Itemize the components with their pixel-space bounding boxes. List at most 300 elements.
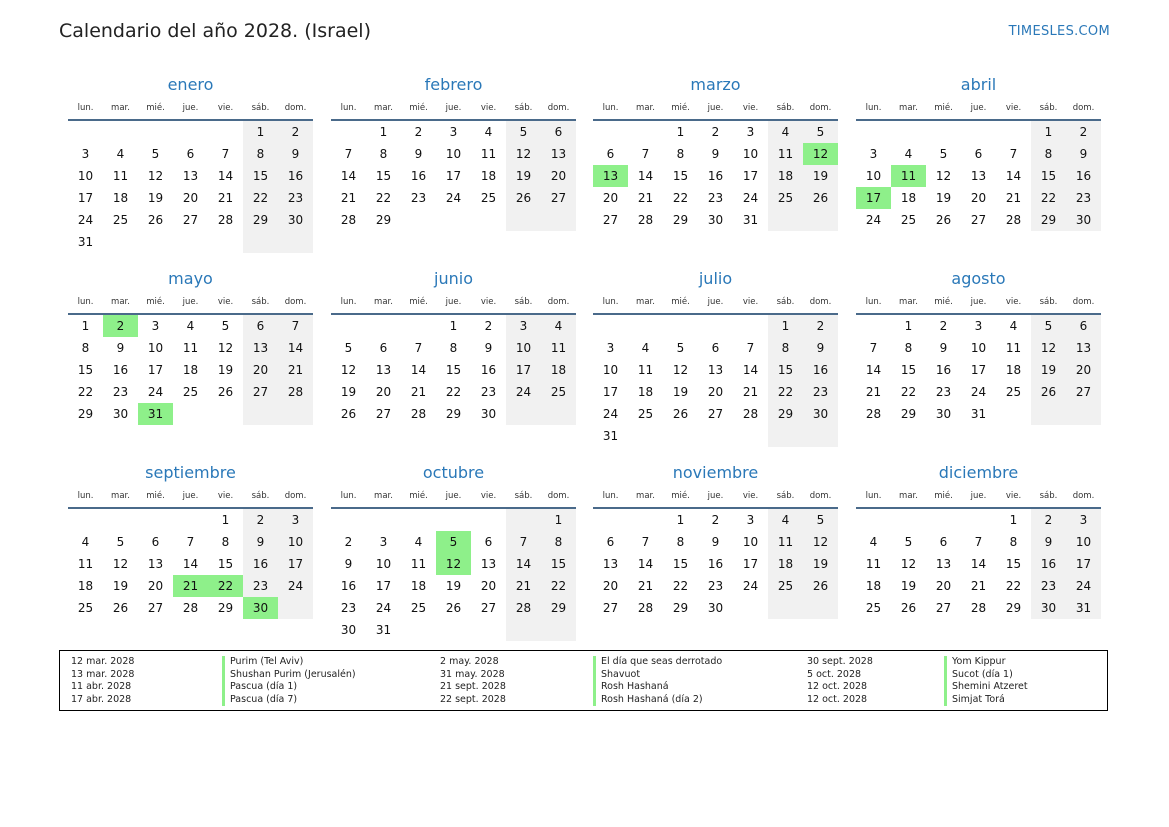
day-cell: 13 [182, 169, 199, 183]
day-cell: 16 [707, 557, 724, 571]
day-cell: 31 [1066, 597, 1101, 619]
day-cell: 25 [182, 385, 199, 399]
month-title: enero [167, 75, 214, 94]
day-cell: 25 [77, 601, 94, 615]
day-cell: 13 [147, 557, 164, 571]
day-cell: 16 [278, 165, 313, 187]
day-cell: 1 [81, 319, 90, 333]
day-cell: 12 [803, 531, 838, 553]
day-cell: 1 [449, 319, 458, 333]
empty-cell [173, 231, 208, 253]
day-cell: 15 [768, 359, 803, 381]
day-cell: 7 [221, 147, 230, 161]
empty-cell [856, 121, 891, 143]
weekday-label: jue. [182, 297, 199, 307]
day-cell: 26 [803, 187, 838, 209]
day-cell: 27 [375, 407, 392, 421]
day-cell: 28 [506, 597, 541, 619]
legend-names-column [944, 656, 1028, 706]
day-cell: 10 [77, 169, 94, 183]
day-cell: 13 [707, 363, 724, 377]
month-title: diciembre [938, 463, 1019, 482]
empty-cell [401, 619, 436, 641]
day-cell: 18 [182, 363, 199, 377]
month-febrero [331, 70, 576, 231]
month-abril [856, 70, 1101, 231]
weekday-label: mar. [899, 297, 918, 307]
day-cell: 17 [445, 169, 462, 183]
weekday-label: sáb. [776, 103, 795, 113]
day-cell: 29 [1005, 601, 1022, 615]
day-cell: 9 [803, 337, 838, 359]
weekday-label: lun. [865, 297, 882, 307]
day-cell: 22 [375, 191, 392, 205]
empty-cell [401, 315, 436, 337]
day-cell: 14 [637, 557, 654, 571]
day-cell: 30 [803, 403, 838, 425]
day-cell: 4 [541, 315, 576, 337]
day-cell: 15 [900, 363, 917, 377]
empty-cell [803, 597, 838, 619]
day-cell: 17 [278, 553, 313, 575]
day-cell: 19 [217, 363, 234, 377]
day-cell: 27 [707, 407, 724, 421]
day-cell: 21 [637, 191, 654, 205]
day-cell: 7 [974, 535, 983, 549]
legend-date: 12 oct. 2028 [807, 681, 868, 692]
weekday-label: jue. [970, 297, 987, 307]
weekday-label: sáb. [251, 491, 270, 501]
weekday-label: sáb. [776, 491, 795, 501]
empty-cell [698, 315, 733, 337]
day-cell: 13 [243, 337, 278, 359]
day-cell: 8 [768, 337, 803, 359]
empty-cell [628, 425, 663, 447]
weekday-label: dom. [809, 103, 832, 113]
day-cell: 15 [243, 165, 278, 187]
weekday-label: dom. [284, 297, 307, 307]
day-cell: 8 [221, 535, 230, 549]
day-cell: 26 [340, 407, 357, 421]
day-cell: 27 [1066, 381, 1101, 403]
day-cell: 10 [865, 169, 882, 183]
day-cell: 27 [182, 213, 199, 227]
day-cell: 25 [480, 191, 497, 205]
weekday-header [331, 488, 576, 509]
day-cell: 14 [742, 363, 759, 377]
day-cell: 20 [935, 579, 952, 593]
day-cell: 20 [243, 359, 278, 381]
day-grid [331, 121, 576, 231]
legend-dates-column [440, 656, 506, 706]
day-cell: 21 [410, 385, 427, 399]
day-cell: 6 [243, 315, 278, 337]
day-cell: 13 [970, 169, 987, 183]
empty-cell [208, 121, 243, 143]
day-cell: 9 [243, 531, 278, 553]
day-cell: 23 [707, 579, 724, 593]
day-cell: 22 [672, 191, 689, 205]
weekday-header [68, 100, 313, 121]
day-cell: 4 [484, 125, 493, 139]
day-cell: 25 [768, 187, 803, 209]
empty-cell [628, 121, 663, 143]
day-cell: 25 [410, 601, 427, 615]
day-cell: 13 [480, 557, 497, 571]
day-cell: 19 [445, 579, 462, 593]
day-cell: 25 [768, 575, 803, 597]
day-cell: 7 [186, 535, 195, 549]
legend-date: 11 abr. 2028 [71, 681, 132, 692]
day-cell: 18 [768, 165, 803, 187]
day-cell: 18 [480, 169, 497, 183]
day-cell: 29 [900, 407, 917, 421]
brand-link[interactable]: TIMESLES.COM [1008, 24, 1110, 39]
weekday-label: mié. [146, 491, 165, 501]
day-cell: 5 [436, 531, 471, 553]
weekday-label: mar. [636, 297, 655, 307]
empty-cell [926, 509, 961, 531]
empty-cell [366, 509, 401, 531]
legend-holiday-name: Yom Kippur [944, 656, 1028, 669]
day-cell: 27 [243, 381, 278, 403]
weekday-header [593, 488, 838, 509]
weekday-header [856, 488, 1101, 509]
weekday-header [856, 294, 1101, 315]
day-cell: 28 [182, 601, 199, 615]
empty-cell [541, 209, 576, 231]
empty-cell [506, 619, 541, 641]
empty-cell [278, 597, 313, 619]
day-cell: 10 [147, 341, 164, 355]
weekday-label: mié. [409, 297, 428, 307]
weekday-label: jue. [707, 103, 724, 113]
empty-cell [1066, 403, 1101, 425]
empty-cell [68, 121, 103, 143]
day-cell: 7 [641, 147, 650, 161]
day-cell: 2 [1031, 509, 1066, 531]
empty-cell [768, 209, 803, 231]
day-cell: 15 [1005, 557, 1022, 571]
weekday-label: mar. [374, 491, 393, 501]
day-cell: 22 [1005, 579, 1022, 593]
day-cell: 25 [112, 213, 129, 227]
day-cell: 28 [637, 601, 654, 615]
day-cell: 3 [278, 509, 313, 531]
day-cell: 30 [1066, 209, 1101, 231]
weekday-label: vie. [217, 297, 234, 307]
day-cell: 27 [541, 187, 576, 209]
legend-dates-column [71, 656, 134, 706]
day-cell: 4 [81, 535, 90, 549]
day-cell: 17 [970, 363, 987, 377]
month-mayo [68, 264, 313, 425]
day-cell: 23 [1066, 187, 1101, 209]
day-cell: 10 [970, 341, 987, 355]
day-cell: 5 [221, 319, 230, 333]
weekday-label: dom. [809, 297, 832, 307]
empty-cell [961, 509, 996, 531]
day-cell: 1 [676, 513, 685, 527]
day-cell: 8 [449, 341, 458, 355]
empty-cell [733, 597, 768, 619]
day-grid [593, 121, 838, 231]
day-cell: 6 [151, 535, 160, 549]
day-cell: 1 [541, 509, 576, 531]
weekday-label: lun. [865, 491, 882, 501]
day-cell: 30 [112, 407, 129, 421]
day-cell: 18 [637, 385, 654, 399]
day-cell: 7 [344, 147, 353, 161]
empty-cell [436, 209, 471, 231]
day-cell: 22 [900, 385, 917, 399]
weekday-label: sáb. [514, 491, 533, 501]
empty-cell [138, 231, 173, 253]
empty-cell [138, 121, 173, 143]
empty-cell [401, 509, 436, 531]
legend-holiday-name: Pascua (día 1) [222, 681, 356, 694]
day-cell: 1 [379, 125, 388, 139]
day-cell: 21 [1005, 191, 1022, 205]
month-title: abril [960, 75, 997, 94]
day-cell: 27 [602, 601, 619, 615]
day-cell: 3 [449, 125, 458, 139]
legend-holiday-name: El día que seas derrotado [593, 656, 722, 669]
day-cell: 30 [480, 407, 497, 421]
legend-date: 21 sept. 2028 [440, 681, 506, 692]
day-cell: 16 [410, 169, 427, 183]
day-cell: 29 [672, 213, 689, 227]
empty-cell [856, 315, 891, 337]
day-cell: 12 [217, 341, 234, 355]
day-cell: 10 [742, 535, 759, 549]
day-cell: 10 [278, 531, 313, 553]
day-cell: 18 [77, 579, 94, 593]
day-cell: 21 [637, 579, 654, 593]
day-cell: 10 [375, 557, 392, 571]
empty-cell [541, 619, 576, 641]
day-cell: 31 [970, 407, 987, 421]
legend-names-column [222, 656, 356, 706]
weekday-label: dom. [1072, 297, 1095, 307]
day-cell: 6 [379, 341, 388, 355]
weekday-label: dom. [547, 103, 570, 113]
month-julio [593, 264, 838, 447]
day-cell: 19 [340, 385, 357, 399]
day-cell: 4 [641, 341, 650, 355]
day-cell: 21 [970, 579, 987, 593]
weekday-label: mar. [899, 103, 918, 113]
empty-cell [996, 403, 1031, 425]
legend-holiday-name: Simjat Torá [944, 694, 1028, 707]
weekday-label: lun. [865, 103, 882, 113]
day-cell: 10 [445, 147, 462, 161]
day-cell: 5 [344, 341, 353, 355]
weekday-label: sáb. [1039, 297, 1058, 307]
day-cell: 11 [480, 147, 497, 161]
day-cell: 2 [103, 315, 138, 337]
weekday-label: vie. [1005, 491, 1022, 501]
day-cell: 24 [742, 191, 759, 205]
day-cell: 31 [742, 213, 759, 227]
day-cell: 8 [541, 531, 576, 553]
legend-date: 5 oct. 2028 [807, 668, 862, 680]
weekday-label: vie. [742, 103, 759, 113]
weekday-label: sáb. [514, 103, 533, 113]
day-cell: 9 [414, 147, 423, 161]
empty-cell [173, 403, 208, 425]
weekday-label: jue. [445, 491, 462, 501]
day-cell: 28 [410, 407, 427, 421]
day-cell: 20 [1066, 359, 1101, 381]
weekday-header [593, 100, 838, 121]
day-cell: 21 [173, 575, 208, 597]
day-cell: 8 [1031, 143, 1066, 165]
day-cell: 26 [147, 213, 164, 227]
day-cell: 2 [803, 315, 838, 337]
day-cell: 26 [900, 601, 917, 615]
day-cell: 15 [375, 169, 392, 183]
empty-cell [1031, 403, 1066, 425]
weekday-header [68, 294, 313, 315]
day-cell: 3 [606, 341, 615, 355]
day-cell: 15 [672, 169, 689, 183]
day-cell: 13 [541, 143, 576, 165]
weekday-label: vie. [480, 491, 497, 501]
day-cell: 8 [1009, 535, 1018, 549]
day-cell: 14 [970, 557, 987, 571]
legend-holiday-name: Rosh Hashaná [593, 681, 722, 694]
legend-holiday-name: Rosh Hashaná (día 2) [593, 694, 722, 707]
legend-holiday-name: Purim (Tel Aviv) [222, 656, 356, 669]
day-cell: 20 [182, 191, 199, 205]
day-cell: 17 [375, 579, 392, 593]
day-cell: 13 [602, 557, 619, 571]
day-cell: 11 [768, 143, 803, 165]
weekday-label: mar. [374, 103, 393, 113]
empty-cell [331, 315, 366, 337]
weekday-label: mié. [671, 103, 690, 113]
day-cell: 26 [1031, 381, 1066, 403]
day-cell: 4 [414, 535, 423, 549]
day-cell: 11 [637, 363, 654, 377]
day-grid [68, 509, 313, 619]
day-cell: 29 [375, 213, 392, 227]
empty-cell [506, 209, 541, 231]
day-cell: 11 [182, 341, 199, 355]
day-cell: 6 [484, 535, 493, 549]
weekday-label: lun. [602, 297, 619, 307]
day-cell: 22 [77, 385, 94, 399]
empty-cell [103, 509, 138, 531]
day-cell: 1 [1031, 121, 1066, 143]
day-cell: 24 [278, 575, 313, 597]
legend-date: 31 may. 2028 [440, 668, 505, 680]
day-cell: 17 [1066, 553, 1101, 575]
empty-cell [471, 619, 506, 641]
month-junio [331, 264, 576, 425]
day-cell: 2 [484, 319, 493, 333]
weekday-label: lun. [602, 103, 619, 113]
legend-holiday-name: Sucot (día 1) [944, 669, 1028, 682]
day-cell: 27 [970, 213, 987, 227]
day-cell: 30 [935, 407, 952, 421]
day-cell: 3 [746, 125, 755, 139]
day-cell: 24 [970, 385, 987, 399]
day-cell: 20 [480, 579, 497, 593]
day-grid [856, 315, 1101, 425]
day-cell: 23 [112, 385, 129, 399]
day-cell: 30 [707, 213, 724, 227]
day-cell: 20 [602, 579, 619, 593]
day-cell: 2 [278, 121, 313, 143]
day-cell: 20 [970, 191, 987, 205]
empty-cell [663, 315, 698, 337]
weekday-header [856, 100, 1101, 121]
day-cell: 13 [375, 363, 392, 377]
weekday-label: lun. [602, 491, 619, 501]
weekday-label: dom. [547, 491, 570, 501]
day-cell: 21 [217, 191, 234, 205]
day-cell: 15 [217, 557, 234, 571]
day-cell: 21 [278, 359, 313, 381]
day-cell: 25 [865, 601, 882, 615]
day-cell: 14 [1005, 169, 1022, 183]
day-cell: 4 [869, 535, 878, 549]
day-cell: 30 [340, 623, 357, 637]
empty-cell [471, 209, 506, 231]
weekday-label: lun. [77, 491, 94, 501]
day-cell: 29 [77, 407, 94, 421]
day-cell: 21 [865, 385, 882, 399]
day-cell: 3 [81, 147, 90, 161]
day-cell: 24 [506, 381, 541, 403]
day-cell: 11 [77, 557, 94, 571]
day-cell: 18 [768, 553, 803, 575]
day-cell: 24 [77, 213, 94, 227]
day-grid [856, 509, 1101, 619]
legend-dates-column [807, 656, 873, 706]
empty-cell [173, 121, 208, 143]
day-cell: 8 [904, 341, 913, 355]
day-cell: 19 [935, 191, 952, 205]
day-cell: 12 [506, 143, 541, 165]
day-cell: 20 [707, 385, 724, 399]
day-cell: 23 [803, 381, 838, 403]
day-cell: 7 [414, 341, 423, 355]
day-cell: 21 [340, 191, 357, 205]
legend-date: 12 oct. 2028 [807, 693, 868, 705]
day-cell: 21 [506, 575, 541, 597]
legend-holiday-name: Shemini Atzeret [944, 681, 1028, 694]
page-title: Calendario del año 2028. (Israel) [59, 20, 371, 42]
day-cell: 13 [1066, 337, 1101, 359]
day-cell: 12 [935, 169, 952, 183]
day-cell: 20 [375, 385, 392, 399]
empty-cell [366, 315, 401, 337]
day-cell: 19 [803, 165, 838, 187]
day-cell: 22 [445, 385, 462, 399]
day-cell: 23 [480, 385, 497, 399]
day-cell: 10 [506, 337, 541, 359]
legend-holiday-name: Shavuot [593, 669, 722, 682]
empty-cell [471, 509, 506, 531]
weekday-label: jue. [445, 103, 462, 113]
day-cell: 24 [445, 191, 462, 205]
weekday-header [331, 100, 576, 121]
day-grid [68, 121, 313, 253]
day-cell: 14 [410, 363, 427, 377]
